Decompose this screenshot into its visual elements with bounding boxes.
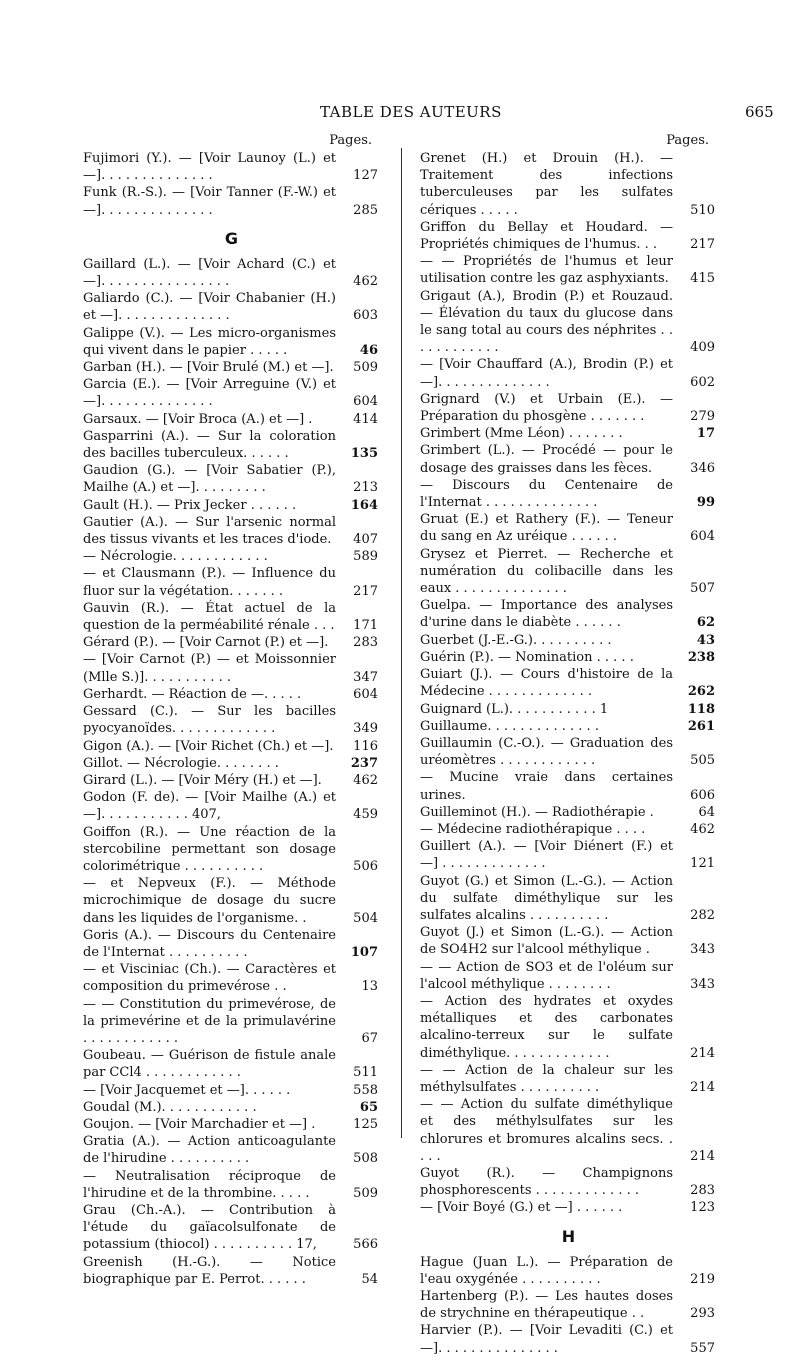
left-column xyxy=(83,133,380,1288)
entry-text: Gauvin (R.). — État actuel de la question de la perméabilité rénale . . . xyxy=(83,600,336,634)
entry-page-number: 282 xyxy=(690,907,715,923)
index-entry xyxy=(83,1133,380,1167)
index-entry xyxy=(420,1096,717,1165)
index-entry xyxy=(420,735,717,769)
index-entry xyxy=(83,824,380,876)
entry-page-number: 13 xyxy=(361,979,378,995)
entry-text: — [Voir Jacquemet et —]. . . . . . xyxy=(83,1082,291,1098)
entry-page-number: 293 xyxy=(690,1306,715,1322)
entry-text: Gruat (E.) et Rathery (F.). — Teneur du sang en Az uréique . . . . . . xyxy=(420,512,673,545)
entry-page-number: 107 xyxy=(350,944,378,960)
entry-text: — Neutralisation réciproque de l'hirudine et de la thrombine. . . . . xyxy=(83,1168,336,1201)
entry-page-number: 347 xyxy=(353,669,378,685)
entry-text: Goris (A.). — Discours du Centenaire de l'Internat . . . . . . . . . . xyxy=(83,927,336,960)
column-divider xyxy=(401,148,402,1138)
index-entry xyxy=(83,565,380,599)
index-entry xyxy=(420,838,717,872)
index-entry xyxy=(420,1199,717,1216)
entry-text: Gault (H.). — Prix Jecker . . . . . . xyxy=(83,497,297,513)
entry-text: — — Action de SO3 et de l'oléum sur l'alcool méthylique . . . . . . . . xyxy=(420,959,673,992)
entry-text: Grysez et Pierret. — Recherche et numération du colibacille dans les eaux . . . . . . . . . . . . . . xyxy=(420,546,673,597)
entry-page-number: 459 xyxy=(353,807,378,823)
entry-text: Funk (R.-S.). — [Voir Tanner (F.-W.) et —]. . . . . . . . . . . . . . xyxy=(83,185,336,218)
entry-text: Gillot. — Nécrologie. . . . . . . . xyxy=(83,755,279,771)
entry-text: Gérard (P.). — [Voir Carnot (P.) et —]. xyxy=(83,635,329,651)
entry-text: Gerhardt. — Réaction de —. . . . . xyxy=(83,686,302,702)
entry-page-number: 62 xyxy=(696,615,715,631)
entry-text: Griffon du Bellay et Houdard. — Propriétés chimiques de l'humus. . . xyxy=(420,219,673,253)
entry-text: — Nécrologie. . . . . . . . . . . . xyxy=(83,549,268,565)
index-entry xyxy=(83,184,380,218)
entry-text: — Discours du Centenaire de l'Internat . . . . . . . . . . . . . . xyxy=(420,477,673,511)
entry-page-number: 262 xyxy=(687,684,715,700)
left-entry-list xyxy=(83,150,380,1288)
index-entry xyxy=(420,804,717,821)
entry-text: — Action des hydrates et oxydes métalliques et des carbonates alcalino-terreux sur le sulfate diméthylique. . . . . . . . . . . . . xyxy=(420,993,673,1061)
entry-page-number: 604 xyxy=(353,686,378,702)
index-entry xyxy=(83,961,380,995)
entry-page-number: 462 xyxy=(353,274,378,290)
entry-page-number: 414 xyxy=(353,411,378,427)
entry-text: — et Nepveux (F.). — Méthode microchimique de dosage du sucre dans les liquides de l'organisme. . xyxy=(83,876,336,926)
entry-text: Gaillard (L.). — [Voir Achard (C.) et —]. . . . . . . . . . . . . . . . xyxy=(83,256,336,290)
index-entry xyxy=(420,511,717,545)
index-entry xyxy=(420,288,717,357)
entry-text: — [Voir Carnot (P.) — et Moissonnier (Mlle S.)]. . . . . . . . . . . xyxy=(83,652,336,685)
entry-text: Guillaume. . . . . . . . . . . . . . xyxy=(420,718,599,734)
index-entry xyxy=(83,1168,380,1202)
entry-text: — [Voir Boyé (G.) et —] . . . . . . xyxy=(420,1200,623,1216)
entry-page-number: 558 xyxy=(353,1082,378,1098)
index-entry xyxy=(420,993,717,1062)
page-title: TABLE DES AUTEURS xyxy=(320,103,502,121)
entry-page-number: 64 xyxy=(698,804,715,820)
index-entry xyxy=(83,772,380,789)
entry-text: Guelpa. — Importance des analyses d'urine dans le diabète . . . . . . xyxy=(420,598,673,631)
entry-text: Garsaux. — [Voir Broca (A.) et —] . xyxy=(83,411,313,427)
entry-page-number: 557 xyxy=(690,1340,715,1356)
index-entry xyxy=(83,514,380,548)
entry-text: Grignard (V.) et Urbain (E.). — Préparation du phosgène . . . . . . . xyxy=(420,391,673,425)
index-entry xyxy=(83,1099,380,1116)
index-entry xyxy=(420,391,717,425)
entry-page-number: 17 xyxy=(696,426,715,442)
entry-page-number: 602 xyxy=(690,374,715,390)
entry-page-number: 217 xyxy=(690,237,715,253)
index-entry xyxy=(420,924,717,958)
index-entry xyxy=(83,150,380,184)
entry-text: Garcia (E.). — [Voir Arreguine (V.) et —]. . . . . . . . . . . . . . xyxy=(83,377,336,410)
pages-label-left: Pages. xyxy=(329,133,372,148)
entry-page-number: 510 xyxy=(690,202,715,218)
entry-text: Gratia (A.). — Action anticoagulante de l'hirudine . . . . . . . . . . xyxy=(83,1134,336,1167)
entry-text: Gautier (A.). — Sur l'arsenic normal des tissus vivants et les traces d'iode. xyxy=(83,514,336,548)
entry-page-number: 462 xyxy=(353,772,378,788)
index-entry xyxy=(83,686,380,703)
entry-page-number: 261 xyxy=(687,718,715,734)
entry-page-number: 67 xyxy=(361,1030,378,1046)
index-entry xyxy=(83,1116,380,1133)
index-entry xyxy=(420,356,717,390)
entry-page-number: 343 xyxy=(690,976,715,992)
entry-page-number: 65 xyxy=(359,1099,378,1115)
entry-text: Goujon. — [Voir Marchadier et —] . xyxy=(83,1116,316,1132)
index-entry xyxy=(420,1322,717,1356)
entry-page-number: 285 xyxy=(353,202,378,218)
index-entry xyxy=(420,718,717,735)
section-letter: G xyxy=(224,228,239,248)
entry-page-number: 415 xyxy=(690,271,715,287)
index-entry xyxy=(83,290,380,324)
entry-text: — — Propriétés de l'humus et leur utilisation contre les gaz asphyxiants. xyxy=(420,254,673,287)
index-entry xyxy=(83,703,380,737)
index-entry xyxy=(420,1165,717,1199)
index-entry xyxy=(83,996,380,1048)
entry-text: Gasparrini (A.). — Sur la coloration des bacilles tuberculeux. . . . . . xyxy=(83,428,336,462)
index-entry xyxy=(83,359,380,376)
entry-page-number: 343 xyxy=(690,942,715,958)
index-entry xyxy=(420,425,717,442)
entry-page-number: 164 xyxy=(350,497,378,513)
entry-text: Fujimori (Y.). — [Voir Launoy (L.) et —]. . . . . . . . . . . . . . xyxy=(83,151,336,184)
entry-text: Guyot (G.) et Simon (L.-G.). — Action du sulfate diméthylique sur les sulfates alcalins . . . . . . . . . . xyxy=(420,873,673,923)
entry-text: Guiart (J.). — Cours d'histoire de la Médecine . . . . . . . . . . . . . xyxy=(420,667,673,700)
entry-page-number: 505 xyxy=(690,753,715,769)
entry-page-number: 214 xyxy=(690,1045,715,1061)
entry-text: Goubeau. — Guérison de fistule anale par CCl4 . . . . . . . . . . . . xyxy=(83,1048,336,1081)
entry-page-number: 46 xyxy=(359,342,378,358)
entry-page-number: 349 xyxy=(353,721,378,737)
entry-page-number: 279 xyxy=(690,409,715,425)
entry-page-number: 462 xyxy=(690,821,715,837)
index-entry xyxy=(420,1254,717,1288)
index-entry xyxy=(420,253,717,287)
entry-text: Hague (Juan L.). — Préparation de l'eau oxygénée . . . . . . . . . . xyxy=(420,1254,673,1287)
entry-text: Guerbet (J.-E.-G.). . . . . . . . . . xyxy=(420,632,612,648)
entry-page-number: 123 xyxy=(690,1200,715,1216)
entry-text: Guignard (L.). . . . . . . . . . . 1 xyxy=(420,701,609,717)
index-entry xyxy=(83,411,380,428)
entry-page-number: 125 xyxy=(353,1116,378,1132)
index-entry xyxy=(420,477,717,511)
entry-page-number: 509 xyxy=(353,360,378,376)
entry-text: Garban (H.). — [Voir Brulé (M.) et —]. xyxy=(83,360,334,376)
entry-text: Goudal (M.). . . . . . . . . . . . xyxy=(83,1099,257,1115)
section-letter: H xyxy=(561,1226,576,1246)
entry-text: Grigaut (A.), Brodin (P.) et Rouzaud. — Élévation du taux du glucose dans le sang total au cours des néphrites . . . . . . . . . . . . xyxy=(420,288,673,356)
entry-page-number: 507 xyxy=(690,581,715,597)
index-entry xyxy=(420,219,717,253)
entry-text: Guillert (A.). — [Voir Diénert (F.) et —] . . . . . . . . . . . . . xyxy=(420,839,673,872)
index-entry xyxy=(420,150,717,219)
index-entry xyxy=(83,738,380,755)
entry-page-number: 509 xyxy=(353,1185,378,1201)
entry-text: Gigon (A.). — [Voir Richet (Ch.) et —]. xyxy=(83,738,334,754)
index-entry xyxy=(83,548,380,565)
index-entry xyxy=(83,927,380,961)
entry-page-number: 214 xyxy=(690,1079,715,1095)
entry-text: Gaudion (G.). — [Voir Sabatier (P.), Mailhe (A.) et —]. . . . . . . . . xyxy=(83,463,336,496)
page-number: 665 xyxy=(745,103,774,121)
index-entry xyxy=(83,1202,380,1254)
entry-text: Harvier (P.). — [Voir Levaditi (C.) et —]. . . . . . . . . . . . . . . xyxy=(420,1323,673,1356)
index-entry xyxy=(83,600,380,634)
entry-page-number: 283 xyxy=(353,635,378,651)
index-entry xyxy=(420,666,717,700)
running-head xyxy=(0,103,800,127)
entry-page-number: 171 xyxy=(353,618,378,634)
entry-page-number: 121 xyxy=(690,856,715,872)
entry-page-number: 116 xyxy=(353,738,378,754)
entry-page-number: 118 xyxy=(687,701,715,717)
entry-text: — [Voir Chauffard (A.), Brodin (P.) et —]. . . . . . . . . . . . . . xyxy=(420,357,673,390)
entry-page-number: 237 xyxy=(350,755,378,771)
entry-page-number: 135 xyxy=(350,446,378,462)
index-entry xyxy=(420,873,717,925)
entry-text: — — Action de la chaleur sur les méthylsulfates . . . . . . . . . . xyxy=(420,1062,673,1095)
right-entry-list xyxy=(420,150,717,1357)
entry-text: Hartenberg (P.). — Les hautes doses de strychnine en thérapeutique . . xyxy=(420,1289,673,1322)
index-entry xyxy=(420,546,717,598)
entry-text: Guyot (J.) et Simon (L.-G.). — Action de SO4H2 sur l'alcool méthylique . xyxy=(420,925,673,958)
entry-page-number: 217 xyxy=(353,583,378,599)
entry-page-number: 346 xyxy=(690,460,715,476)
index-entry xyxy=(83,634,380,651)
entry-text: Guillaumin (C.-O.). — Graduation des uréomètres . . . . . . . . . . . . xyxy=(420,735,673,769)
index-entry xyxy=(83,376,380,410)
index-entry xyxy=(83,789,380,823)
entry-text: Guilleminot (H.). — Radiothérapie . xyxy=(420,804,654,820)
entry-text: Guyot (R.). — Champignons phosphorescents . . . . . . . . . . . . . xyxy=(420,1165,673,1199)
entry-text: Greenish (H.-G.). — Notice biographique par E. Perrot. . . . . . xyxy=(83,1254,336,1287)
entry-text: — Mucine vraie dans certaines urines. xyxy=(420,770,673,803)
entry-page-number: 407 xyxy=(353,532,378,548)
index-entry xyxy=(420,632,717,649)
entry-page-number: 506 xyxy=(353,858,378,874)
index-entry xyxy=(420,649,717,666)
entry-page-number: 566 xyxy=(353,1237,378,1253)
index-entry xyxy=(83,755,380,772)
index-entry xyxy=(83,651,380,685)
index-entry xyxy=(83,1254,380,1288)
entry-text: Galippe (V.). — Les micro-organismes qui vivent dans le papier . . . . . xyxy=(83,325,336,358)
index-entry xyxy=(83,1047,380,1081)
entry-page-number: 504 xyxy=(353,910,378,926)
index-entry xyxy=(83,428,380,462)
entry-page-number: 508 xyxy=(353,1151,378,1167)
entry-text: — Médecine radiothérapique . . . . xyxy=(420,821,646,837)
index-entry xyxy=(83,256,380,290)
entry-page-number: 603 xyxy=(353,308,378,324)
index-entry xyxy=(420,959,717,993)
index-entry xyxy=(83,497,380,514)
index-entry xyxy=(83,325,380,359)
index-entry xyxy=(420,442,717,476)
entry-page-number: 589 xyxy=(353,549,378,565)
entry-text: Galiardo (C.). — [Voir Chabanier (H.) et —]. . . . . . . . . . . . . . xyxy=(83,291,336,324)
pages-label-right: Pages. xyxy=(666,133,709,148)
entry-page-number: 43 xyxy=(696,632,715,648)
right-column xyxy=(420,133,717,1357)
entry-page-number: 604 xyxy=(690,529,715,545)
index-entry xyxy=(420,769,717,803)
entry-page-number: 511 xyxy=(353,1065,378,1081)
index-entry xyxy=(420,1062,717,1096)
entry-page-number: 238 xyxy=(687,649,715,665)
entry-page-number: 99 xyxy=(696,495,715,511)
entry-text: Guérin (P.). — Nomination . . . . . xyxy=(420,649,634,665)
entry-text: Girard (L.). — [Voir Méry (H.) et —]. xyxy=(83,772,322,788)
index-entry xyxy=(420,597,717,631)
entry-text: — et Visciniac (Ch.). — Caractères et composition du primevérose . . xyxy=(83,962,336,995)
index-entry xyxy=(83,462,380,496)
entry-page-number: 606 xyxy=(690,787,715,803)
index-entry xyxy=(83,1082,380,1099)
entry-text: Goiffon (R.). — Une réaction de la stercobiline permettant son dosage colorimétrique . . . . . . . . . . xyxy=(83,824,336,874)
entry-page-number: 219 xyxy=(690,1271,715,1287)
entry-page-number: 409 xyxy=(690,340,715,356)
entry-text: — et Clausmann (P.). — Influence du fluor sur la végétation. . . . . . . xyxy=(83,566,336,599)
entry-text: Godon (F. de). — [Voir Mailhe (A.) et —]. . . . . . . . . . . 407, xyxy=(83,790,336,823)
entry-text: Gessard (C.). — Sur les bacilles pyocyanoïdes. . . . . . . . . . . . . xyxy=(83,704,336,737)
entry-text: Grimbert (L.). — Procédé — pour le dosage des graisses dans les fèces. xyxy=(420,443,673,476)
index-entry xyxy=(420,701,717,718)
entry-page-number: 213 xyxy=(353,480,378,496)
entry-text: — — Constitution du primevérose, de la primevérine et de la primulavérine . . . . . . . . . . . . xyxy=(83,996,336,1046)
entry-text: Grau (Ch.-A.). — Contribution à l'étude du gaïacolsulfonate de potassium (thiocol) . . . . . . . . . . 17, xyxy=(83,1202,336,1253)
index-entry xyxy=(83,875,380,927)
entry-page-number: 604 xyxy=(353,394,378,410)
index-entry xyxy=(420,1288,717,1322)
entry-text: — — Action du sulfate diméthylique et des méthylsulfates sur les chlorures et bromures alcalins secs. . . . . xyxy=(420,1097,673,1164)
entry-text: Grenet (H.) et Drouin (H.). — Traitement des infections tuberculeuses par les sulfates cériques . . . . . xyxy=(420,151,673,218)
entry-text: Grimbert (Mme Léon) . . . . . . . xyxy=(420,426,623,442)
entry-page-number: 127 xyxy=(353,168,378,184)
entry-page-number: 54 xyxy=(361,1271,378,1287)
entry-page-number: 283 xyxy=(690,1183,715,1199)
entry-page-number: 214 xyxy=(690,1148,715,1164)
index-entry xyxy=(420,821,717,838)
